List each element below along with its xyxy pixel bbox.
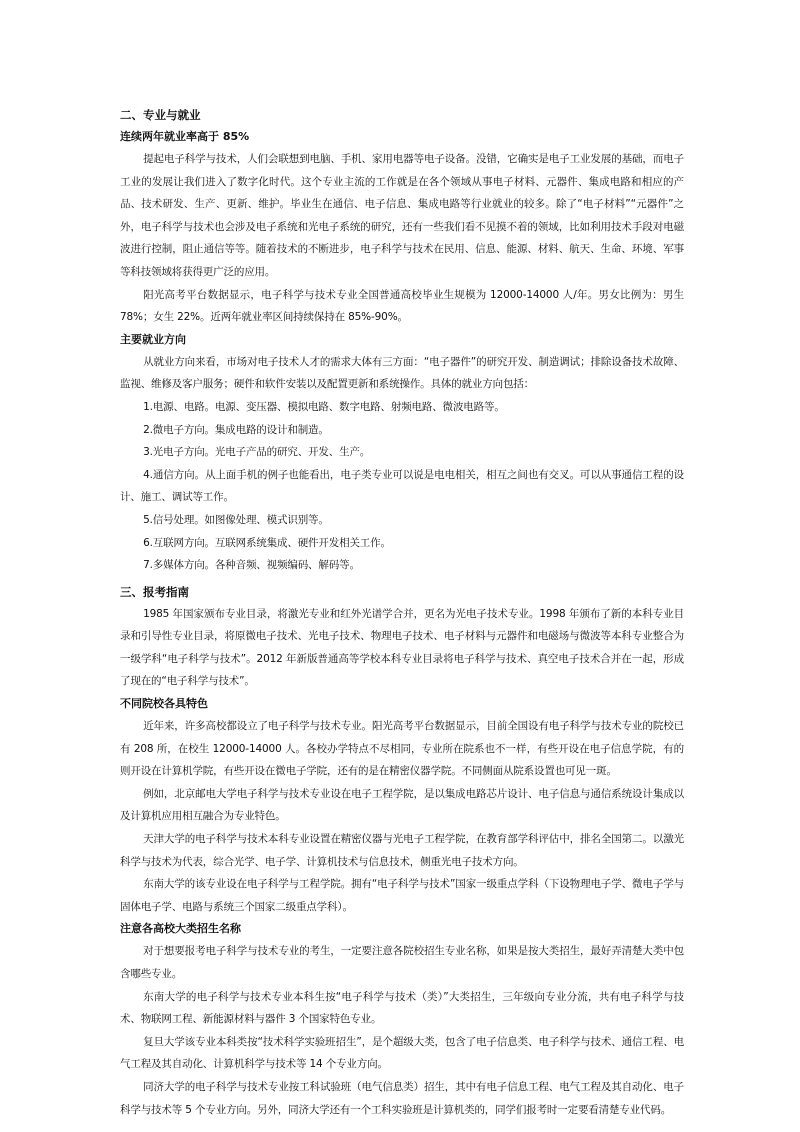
- list-item: 5.信号处理。如图像处理、模式识别等。: [143, 513, 329, 526]
- subheading-employment-rate: 连续两年就业率高于 85%: [120, 130, 250, 143]
- paragraph: 复旦大学该专业本科类按“技术科学实验班招生”，是个超级大类，包含了电子信息类、电子科学与技术、通信工程、电气工程及其自动化、计算机科学与技术等 14 个专业方向。: [120, 1035, 684, 1071]
- subheading-school-features: 不同院校各具特色: [120, 697, 208, 711]
- paragraph: 1985 年国家颁布专业目录，将激光专业和红外光谱学合并，更名为光电子技术专业。1998 年颁布了新的本科专业目录和引导性专业目录，将原微电子技术、光电子技术、物理电子技术、电子材料与元器件和电磁场与微波等本科专业整合为一级学科“电子科学与技术”。2012 年新版普通高等学校本科专业目录将电子科学与技术、真空电子技术合并在一起，形成了现在的“电子科学与技术”。: [120, 607, 684, 688]
- subheading-job-directions: 主要就业方向: [120, 332, 186, 346]
- list-item: 3.光电子方向。光电子产品的研究、开发、生产。: [143, 446, 371, 459]
- section-heading-application-guide: 三、报考指南: [120, 584, 189, 599]
- paragraph: 对于想要报考电子科学与技术专业的考生，一定要注意各院校招生专业名称，如果是按大类招生，最好弄清楚大类中包含哪些专业。: [120, 945, 684, 980]
- paragraph: 从就业方向来看，市场对电子技术人才的需求大体有三方面：“电子器件”的研究开发、制造调试；排除设备技术故障、监视、维修及客户服务；硬件和软件安装以及配置更新和系统操作。具体的就业方向包括：: [120, 355, 684, 391]
- list-item: 7.多媒体方向。各种音频、视频编码、解码等。: [143, 559, 360, 572]
- paragraph: 例如，北京邮电大学电子科学与技术专业设在电子工程学院，是以集成电路芯片设计、电子信息与通信系统设计集成以及计算机应用相互融合为专业特色。: [120, 787, 684, 823]
- list-item: 2.微电子方向。集成电路的设计和制造。: [143, 423, 329, 436]
- job-direction-list: [120, 396, 684, 577]
- paragraph: 提起电子科学与技术，人们会联想到电脑、手机、家用电器等电子设备。没错，它确实是电子工业发展的基础，而电子工业的发展让我们进入了数字化时代。这个专业主流的工作就是在各个领域从事电子材料、元器件、集成电路和相应的产品、技术研发、生产、更新、维护。毕业生在通信、电子信息、集成电路等行业就业的较多。除了“电子材料”“元器件”之外，电子科学与技术也会涉及电子系统和光电子系统的研究，还有一些我们看不见摸不着的领域，比如利用技术手段对电磁波进行控制，阻止通信等等。随着技术的不断进步，电子科学与技术在民用、信息、能源、材料、航天、生命、环境、军事等科技领域将获得更广泛的应用。: [120, 153, 684, 278]
- paragraph: 东南大学的电子科学与技术专业本科生按“电子科学与技术（类）”大类招生，三年级向专业分流，共有电子科学与技术、物联网工程、新能源材料与器件 3 个国家特色专业。: [120, 990, 684, 1026]
- section-employment: [120, 104, 684, 577]
- list-item: 6.互联网方向。互联网系统集成、硬件开发相关工作。: [143, 536, 391, 549]
- paragraph: 天津大学的电子科学与技术本科专业设置在精密仪器与光电子工程学院，在教育部学科评估中，排名全国第二。以激光科学与技术为代表，综合光学、电子学、计算机技术与信息技术，侧重光电子技术方向。: [120, 833, 684, 868]
- list-item: 4.通信方向。从上面手机的例子也能看出，电子类专业可以说是电电相关，相互之间也有交叉。可以从事通信工程的设计、施工、调试等工作。: [120, 468, 684, 504]
- paragraph: 阳光高考平台数据显示，电子科学与技术专业全国普通高校毕业生规模为 12000-14000 人/年。男女比例为：男生 78%；女生 22%。近两年就业率区间持续保持在 85%-90%。: [120, 288, 684, 324]
- paragraph: 近年来，许多高校都设立了电子科学与技术专业。阳光高考平台数据显示，目前全国设有电子科学与技术专业的院校已有 208 所，在校生 12000-14000 人。各校办学特点不尽相同，专业所在院系也不一样，有些开设在电子信息学院，有的则开设在计算机学院，有些开设在微电子学院，还有的是在精密仪器学院。不同侧面从院系设置也可见一斑。: [120, 720, 684, 778]
- paragraph: 东南大学的该专业设在电子科学与工程学院。拥有“电子科学与技术”国家一级重点学科（下设物理电子学、微电子学与固体电子学、电路与系统三个国家二级重点学科）。: [120, 878, 684, 913]
- section-application-guide: [120, 581, 684, 1121]
- subheading-enrollment-names: 注意各高校大类招生名称: [120, 922, 241, 936]
- section-heading-employment: 二、专业与就业: [120, 108, 201, 122]
- paragraph: 同济大学的电子科学与技术专业按工科试验班（电气信息类）招生，其中有电子信息工程、电气工程及其自动化、电子科学与技术等 5 个专业方向。另外，同济大学还有一个工科实验班是计算机类的，同学们报考时一定要看清楚专业代码。: [120, 1080, 684, 1116]
- list-item: 1.电源、电路。电源、变压器、模拟电路、数字电路、射频电路、微波电路等。: [143, 400, 505, 413]
